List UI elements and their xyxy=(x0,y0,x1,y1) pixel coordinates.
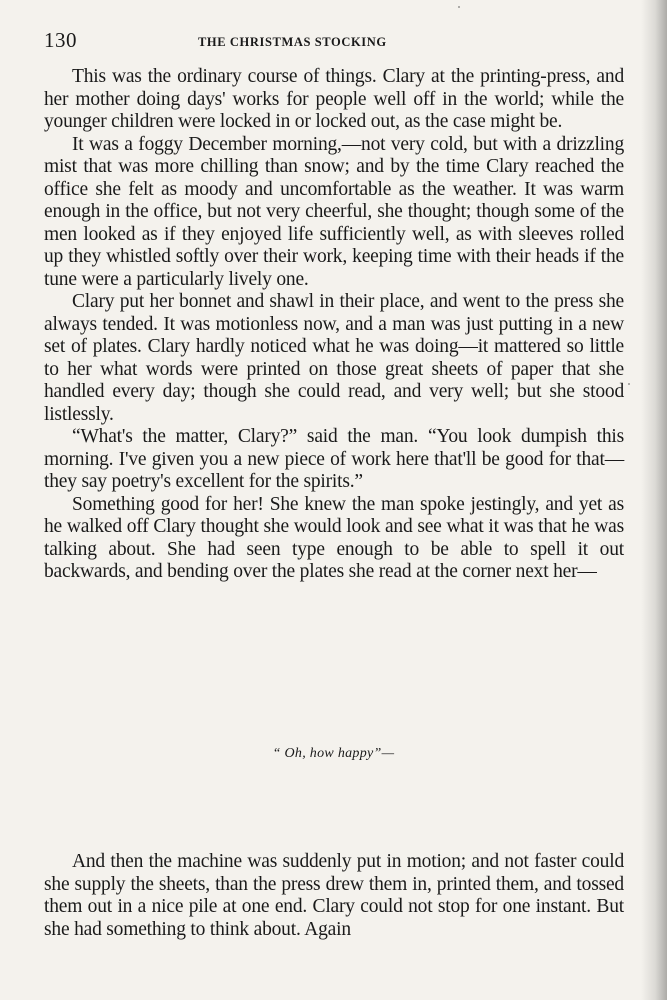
body-text xyxy=(44,66,624,584)
running-title: THE CHRISTMAS STOCKING xyxy=(198,35,387,49)
paragraph-4: “What's the matter, Clary?” said the man. “You look dumpish this morning. I've given you a new piece of work here that'll be good for that—they say poetry's excellent for the spirits.” xyxy=(44,426,624,492)
paragraph-1: This was the ordinary course of things. Clary at the printing-press, and her mother doing days' works for people well off in the world; while the younger children were locked in or locked out, as the case might be. xyxy=(44,66,624,132)
page-edge-shadow xyxy=(641,0,667,1000)
scan-speck xyxy=(458,6,460,8)
page-header xyxy=(44,28,634,58)
paragraph-2: It was a foggy December morning,—not very cold, but with a drizzling mist that was more chilling than snow; and by the time Clary reached the office she felt as moody and uncomfortable as the weather. It was warm enough in the office, but not very cheerful, she thought; though some of the men looked as if they enjoyed life sufficiently well, as with sleeves rolled up they whistled softly over their work, keeping time with their heads if the tune were a particularly lively one. xyxy=(44,133,624,290)
body-text-bottom xyxy=(44,851,624,941)
page-number: 130 xyxy=(44,28,77,52)
paragraph-3: Clary put her bonnet and shawl in their place, and went to the press she always tended. It was motionless now, and a man was just putting in a new set of plates. Clary hardly noticed what he was doing—it mattered so little to her what words were printed on those great sheets of paper that she handled every day; though she could read, and very well; but she stood listlessly. xyxy=(44,291,624,425)
paragraph-6: And then the machine was suddenly put in motion; and not faster could she supply the sheets, than the press drew them in, printed them, and tossed them out in a nice pile at one end. Clary could not stop for one instant. But she had something to think about. Again xyxy=(44,851,624,940)
quoted-verse: “ Oh, how happy”— xyxy=(272,746,395,761)
scan-speck xyxy=(628,383,630,385)
paragraph-5: Something good for her! She knew the man spoke jestingly, and yet as he walked off Clary thought she would look and see what it was that he was talking about. She had seen type enough to be able to spell it out backwards, and bending over the plates she read at the corner next her— xyxy=(44,493,624,582)
